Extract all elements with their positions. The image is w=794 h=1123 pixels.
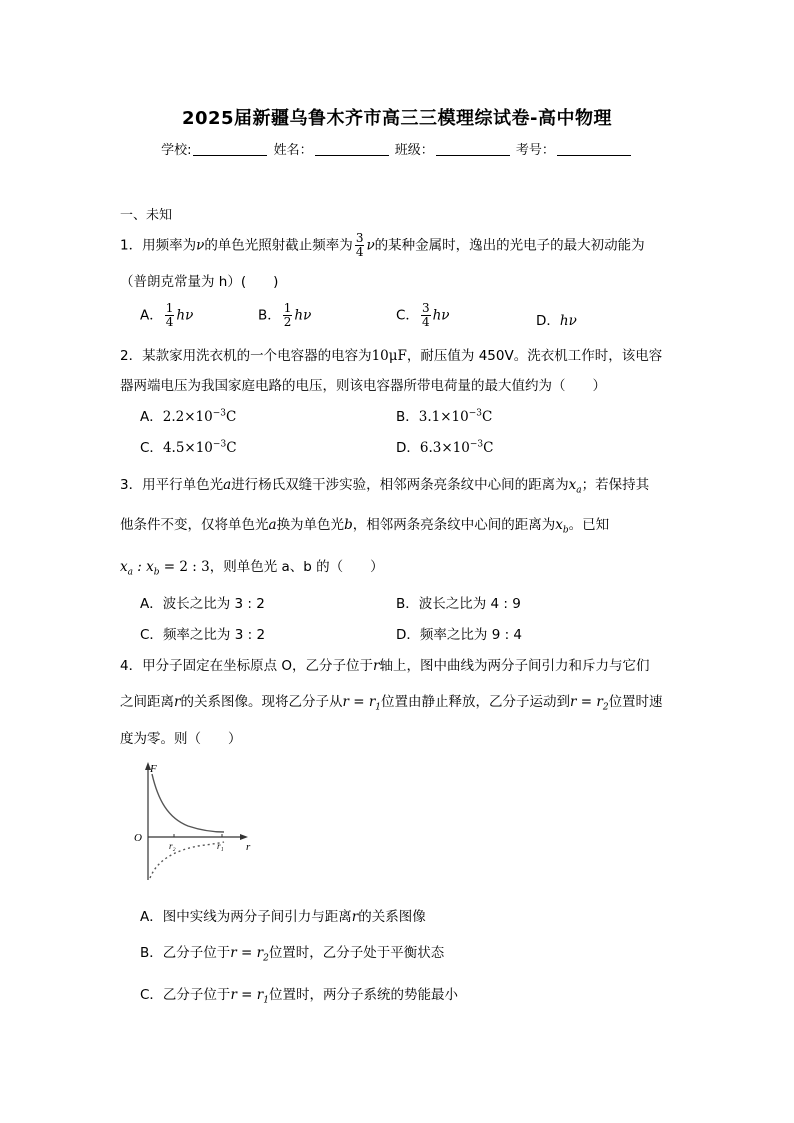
q3-text-b: 进行杨氏双缝干涉实验，相邻两条亮条纹中心间的距离为	[231, 477, 569, 493]
q3-option-c[interactable]	[140, 623, 265, 643]
option-value: 3.1×10	[418, 409, 469, 425]
q3-var-a2: a	[268, 517, 277, 533]
q1-frac-den: 4	[355, 245, 364, 259]
option-label: B．	[396, 409, 419, 425]
option-eq: r = r	[230, 987, 264, 1003]
q4-option-b[interactable]	[140, 941, 444, 964]
frac-num: 3	[421, 301, 430, 315]
option-unit: C	[483, 440, 494, 456]
frac-num: 1	[165, 301, 174, 315]
name-label: 姓名：	[273, 143, 313, 158]
option-label: C．	[140, 440, 163, 456]
q4-text-c: 之间距离	[120, 694, 174, 710]
page-title: 2025届新疆乌鲁木齐市高三三模理综试卷-高中物理	[181, 108, 613, 129]
frac-num: 1	[283, 301, 292, 315]
option-label: A．	[140, 596, 163, 612]
q4-option-a[interactable]	[140, 905, 426, 925]
option-var-r: r	[351, 909, 359, 925]
q3-option-a[interactable]	[140, 592, 265, 612]
q4-line2	[120, 690, 663, 713]
q3-text-d: 他条件不变，仅将单色光	[120, 517, 269, 533]
option-text: C．乙分子位于	[140, 987, 231, 1003]
q4-text-e: 位置由静止释放，乙分子运动到	[381, 694, 571, 710]
q3-line1	[120, 473, 649, 496]
q3-line3	[120, 555, 384, 578]
option-eq-sub: 2	[263, 953, 269, 964]
graph-label-F: F	[150, 763, 157, 775]
q1-text-c: 的某种金属时，逸出的光电子的最大初动能为	[374, 237, 645, 254]
option-text-tail: 的关系图像	[358, 909, 426, 925]
q1-option-c[interactable]	[396, 302, 449, 329]
option-fraction	[165, 302, 175, 329]
q3-text-f: ，相邻两条亮条纹中心间的距离为	[352, 517, 556, 533]
q4-text-d: 的关系图像。现将乙分子从	[180, 694, 343, 710]
q4-eq-r1-sub: 1	[375, 702, 382, 713]
option-label: D．	[536, 313, 560, 329]
q1-option-d[interactable]	[536, 309, 577, 329]
option-value: hν	[432, 307, 450, 324]
q2-option-a[interactable]	[140, 405, 236, 425]
option-text: 波长之比为 3 : 2	[162, 596, 265, 612]
graph-label-r: r	[246, 841, 251, 853]
option-eq-sub: 1	[263, 995, 269, 1006]
graph-label-r2: r₂	[169, 841, 176, 851]
q1-nu: ν	[196, 237, 205, 254]
option-text-tail: 位置时，乙分子处于平衡状态	[268, 945, 445, 961]
option-exponent: −3	[212, 408, 226, 419]
force-distance-graph	[128, 760, 258, 884]
option-fraction	[283, 302, 293, 329]
q3-sub-b: b	[562, 525, 569, 536]
q3-var-b: b	[344, 517, 353, 533]
option-value: hν	[294, 307, 312, 324]
q3-var-a: a	[223, 477, 232, 493]
q3-line2	[120, 513, 609, 536]
option-label: B．	[396, 596, 419, 612]
q2-option-c[interactable]	[140, 436, 237, 456]
q2-capacitance: 10μF	[371, 348, 407, 364]
q3-text-h: ，则单色光 a、b 的（ ）	[209, 559, 384, 575]
option-text: B．乙分子位于	[140, 945, 231, 961]
exam-number-blank[interactable]	[557, 142, 631, 156]
option-exponent: −3	[468, 408, 483, 419]
option-unit: C	[226, 409, 237, 425]
q4-var-r2: r	[174, 694, 181, 710]
q1-line2: （普朗克常量为 h）( )	[120, 274, 279, 290]
q3-var-xb: x	[555, 517, 563, 533]
option-text: 频率之比为 3 : 2	[162, 627, 266, 643]
option-text: 波长之比为 4 : 9	[418, 596, 521, 612]
q4-eq-r2: r = r	[570, 694, 603, 710]
option-fraction	[421, 302, 431, 329]
student-info-line	[0, 139, 794, 158]
q4-line3: 度为零。则（ ）	[120, 731, 242, 747]
q3-ratio-sub-b: b	[153, 567, 160, 578]
q4-var-r: r	[373, 658, 380, 674]
frac-den: 4	[165, 315, 174, 329]
option-label: A．	[140, 409, 163, 425]
option-unit: C	[482, 409, 493, 425]
q3-ratio-colon: : x	[133, 559, 154, 575]
q4-line1	[120, 654, 649, 674]
option-text: 频率之比为 9 : 4	[419, 627, 523, 643]
option-value: hν	[176, 307, 194, 324]
option-eq: r = r	[230, 945, 264, 961]
frac-den: 2	[283, 315, 292, 329]
q3-var-xa: x	[568, 477, 577, 493]
option-text: A．图中实线为两分子间引力与距离	[140, 909, 352, 925]
q4-option-c[interactable]	[140, 983, 458, 1006]
q2-text-b: ，耐压值为 450V。洗衣机工作时，该电容	[406, 348, 663, 364]
attraction-curve	[150, 842, 224, 878]
option-label: D．	[396, 440, 420, 456]
q3-ratio-sub-a: a	[127, 567, 133, 578]
q1-fraction	[355, 232, 365, 259]
option-label: C．	[140, 627, 163, 643]
q3-text-c: ；若保持其	[581, 477, 650, 493]
school-blank[interactable]	[193, 142, 267, 156]
exam-number-label: 考号：	[515, 143, 555, 158]
q2-option-b[interactable]	[396, 405, 492, 425]
option-label: B．	[258, 307, 281, 324]
frac-den: 4	[421, 315, 430, 329]
q2-line1	[120, 344, 662, 364]
q1-option-b[interactable]	[258, 302, 311, 329]
option-label: C．	[396, 307, 419, 324]
x-axis-arrow	[240, 834, 248, 840]
option-unit: C	[226, 440, 237, 456]
option-value: 2.2×10	[162, 409, 213, 425]
q1-text-a: 1．用频率为	[120, 237, 197, 254]
option-value: 6.3×10	[419, 440, 470, 456]
q1-text-b: 的单色光照射截止频率为	[204, 237, 353, 254]
q2-option-d[interactable]	[396, 436, 494, 456]
option-label: D．	[396, 627, 420, 643]
q3-text-e: 换为单色光	[276, 517, 345, 533]
graph-label-r1: r₁	[217, 841, 224, 851]
q3-option-d[interactable]	[396, 623, 522, 643]
q1-option-a[interactable]	[140, 302, 193, 329]
q1-nu2: ν	[366, 237, 375, 254]
q4-text-b: 轴上，图中曲线为两分子间引力和斥力与它们	[379, 658, 650, 674]
q2-line2: 器两端电压为我国家庭电路的电压，则该电容器所带电荷量的最大值约为（ ）	[120, 378, 606, 394]
q1-frac-num: 3	[355, 231, 364, 245]
q3-ratio-value: = 2 : 3	[159, 559, 210, 575]
q4-text-a: 4．甲分子固定在坐标原点 O，乙分子位于	[120, 658, 374, 674]
option-exponent: −3	[212, 439, 227, 450]
section-heading: 一、未知	[120, 208, 173, 223]
q4-eq-r1: r = r	[342, 694, 376, 710]
q1-line1	[120, 232, 645, 259]
q3-sub-a: a	[576, 485, 582, 496]
option-text-tail: 位置时，两分子系统的势能最小	[268, 987, 458, 1003]
class-blank[interactable]	[436, 142, 510, 156]
q3-ratio-x: x	[120, 559, 128, 575]
q3-text-g: 。已知	[568, 517, 610, 533]
option-label: A．	[140, 307, 163, 324]
graph-label-O: O	[134, 832, 142, 844]
q4-text-f: 位置时速	[608, 694, 663, 710]
q3-option-b[interactable]	[396, 592, 521, 612]
q3-text-a: 3．用平行单色光	[120, 477, 224, 493]
option-value: hν	[559, 313, 577, 329]
option-exponent: −3	[469, 439, 484, 450]
option-value: 4.5×10	[162, 440, 213, 456]
class-label: 班级：	[394, 143, 434, 158]
name-blank[interactable]	[315, 142, 389, 156]
q4-eq-r2-sub: 2	[602, 702, 609, 713]
repulsion-curve	[152, 774, 224, 832]
school-label: 学校:	[161, 143, 192, 158]
q2-text-a: 2．某款家用洗衣机的一个电容器的电容为	[120, 348, 372, 364]
